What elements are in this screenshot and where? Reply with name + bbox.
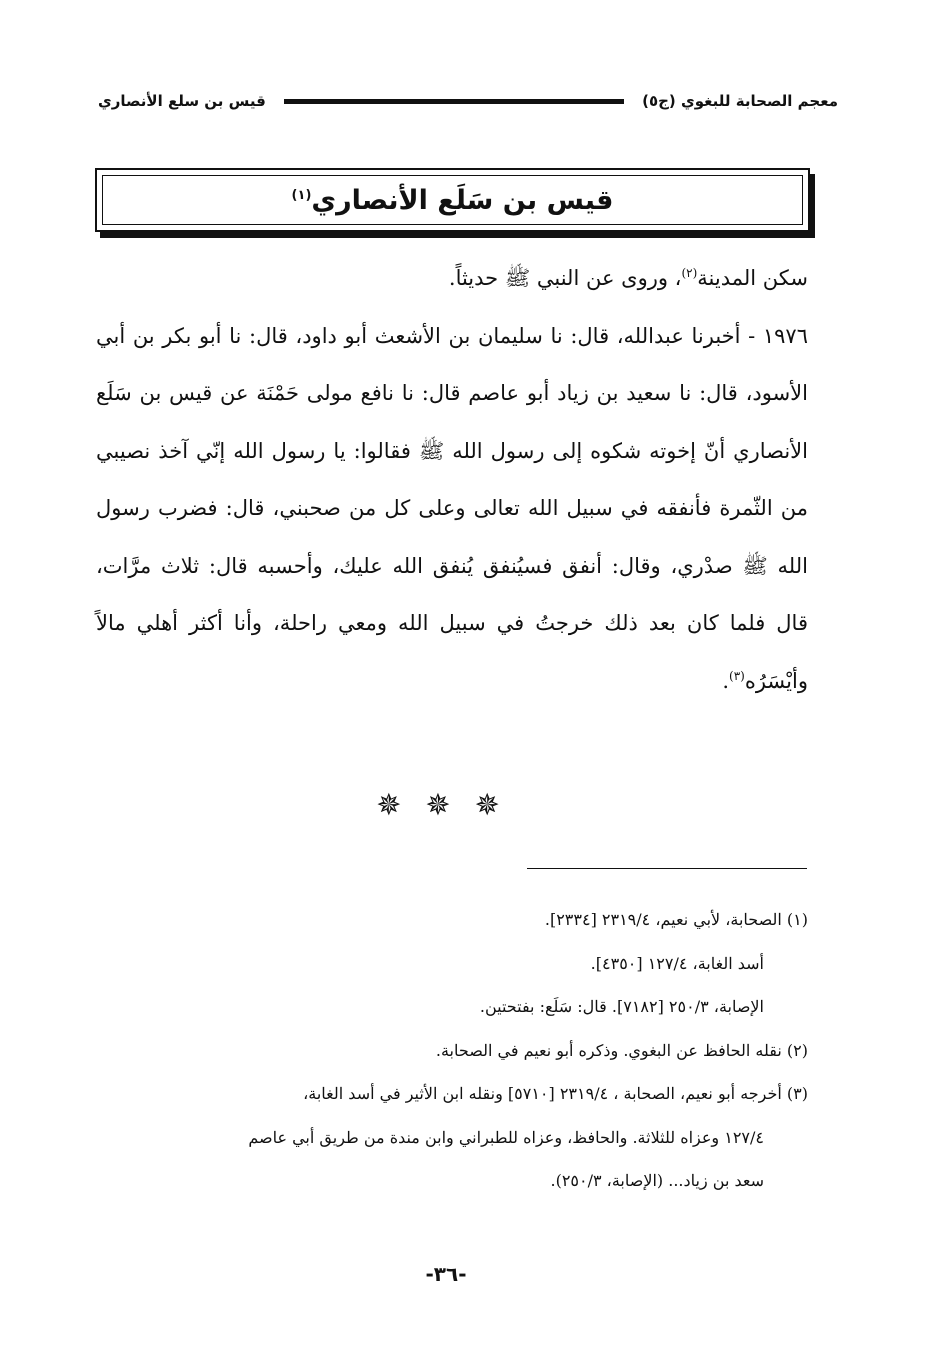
footnotes (96, 898, 808, 1203)
footnote-2: (٢) نقله الحافظ عن البغوي. وذكره أبو نعيم في الصحابة. (435, 1040, 808, 1060)
footnote-3-line-2: ١٢٧/٤ وعزاه للثلاثة. والحافظ، وعزاه للطبراني وابن مندة من طريق أبي عاصم (248, 1127, 764, 1147)
running-header-book-title: معجم الصحابة للبغوي (ج٥) (642, 92, 838, 110)
intro-text-b: ، وروى عن النبي ﷺ حديثاً. (448, 266, 682, 290)
entry-title-inner-frame (102, 175, 803, 225)
ornament-star-icon: ✵ (425, 788, 475, 823)
footnote-1-line-2: أسد الغابة، ١٢٧/٤ [٤٣٥٠]. (590, 953, 764, 973)
entry-title-text: قيس بن سَلَع الأنصاري (311, 184, 614, 216)
intro-text-a: سكن المدينة (697, 266, 808, 290)
running-header-subject: قيس بن سلع الأنصاري (98, 92, 266, 110)
intro-footnote-ref: (٢) (681, 266, 698, 280)
hadith-end: . (722, 668, 730, 693)
page-number: -٣٦- (425, 1262, 467, 1286)
hadith-footnote-ref: (٣) (729, 668, 745, 683)
ornament-star-icon: ✵ (474, 788, 524, 823)
footnote-1-line-1: (١) الصحابة، لأبي نعيم، ٢٣١٩/٤ [٢٣٣٤]. (544, 910, 808, 929)
hadith-paragraph (96, 308, 808, 711)
footnote-3-line-1: (٣) أخرجه أبو نعيم، الصحابة ، ٢٣١٩/٤ [٥٧١٠] ونقله ابن الأثير في أسد الغابة، (303, 1084, 808, 1103)
footnote-separator (527, 868, 807, 869)
hadith-text: ١٩٧٦ - أخبرنا عبدالله، قال: نا سليمان بن الأشعث أبو داود، قال: نا أبو بكر بن أبي الأسود، قال: نا سعيد بن زياد أبو عاصم قال: نا نافع مولى حَمْنَة عن قيس بن سَلَع الأنصاري أنّ إخوته شكوه إلى رسول الله ﷺ فقالوا: يا رسول الله إنّي آخذ نصيبي من الثّمرة فأنفقه في سبيل الله تعالى وعلى كل من صحبني، قال: فضرب رسول الله ﷺ صدْري، وقال: أنفق فسيُنفق يُنفق الله عليك، وأحسبه قال: ثلاث مرَّات، قال فلما كان بعد ذلك خرجتُ في سبيل الله ومعي راحلة، وأنا أكثر أهلي مالاً وأيْسَرُه (96, 323, 808, 693)
entry-intro (96, 250, 808, 308)
footnote-1-line-3: الإصابة، ٢٥٠/٣ [٧١٨٢]. قال: سَلَع: بفتحتين. (479, 997, 764, 1016)
entry-title-frame (95, 168, 810, 232)
entry-body (96, 250, 808, 710)
ornament-star-icon: ✵ (376, 788, 426, 823)
entry-title (292, 185, 614, 216)
entry-title-footnote-ref: (١) (291, 187, 312, 203)
footnote-3-line-3: سعد بن زياد... (الإصابة، ٢٥٠/٣). (550, 1171, 764, 1190)
header-rule (284, 99, 624, 104)
section-ornament (330, 788, 570, 823)
